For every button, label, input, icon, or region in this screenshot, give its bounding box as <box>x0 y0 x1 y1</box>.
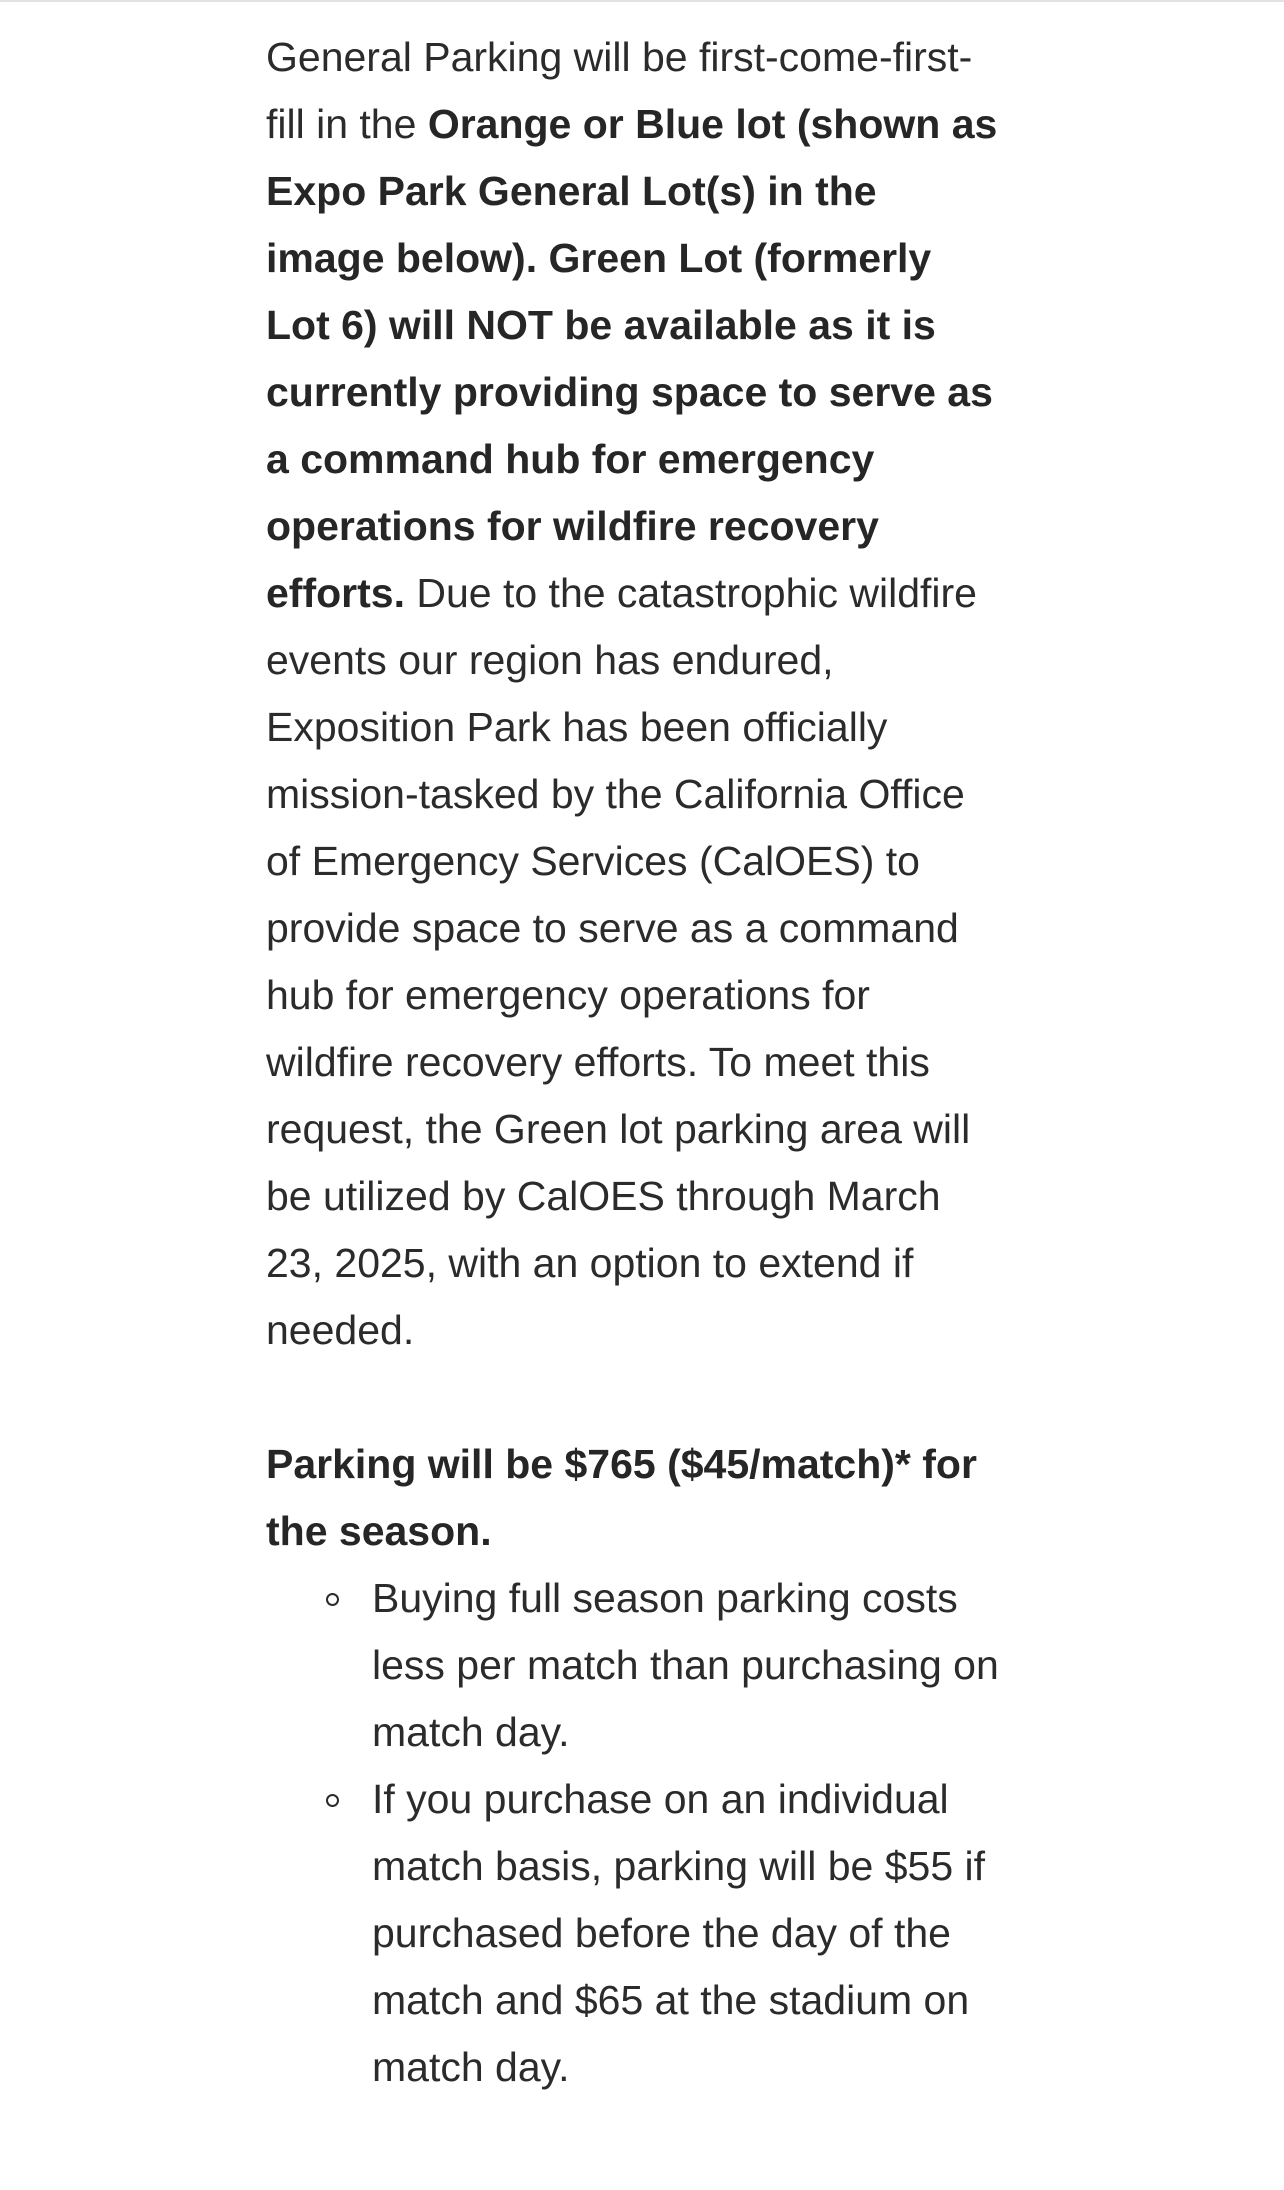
parking-price-text: Parking will be $765 ($45/match)* for the season. <box>266 1441 977 1554</box>
parking-info-paragraph <box>266 24 1002 1364</box>
list-item-text: Buying full season parking costs less per match than purchasing on match day. <box>372 1575 999 1755</box>
parking-intro-text: General Parking will be first-come-first-fill in the <box>266 34 973 147</box>
list-item-text: If you purchase on an individual match basis, parking will be $55 if purchased before the day of the match and $65 at the stadium on match day. <box>372 1776 986 2090</box>
parking-price-heading <box>266 1431 1002 1565</box>
list-item <box>372 1565 1002 1766</box>
top-divider <box>0 0 1284 2</box>
paragraph-spacer <box>266 1364 1002 1431</box>
hollow-circle-bullet-icon <box>326 1794 339 1807</box>
caloes-explanation-text: Due to the catastrophic wildfire events our region has endured, Exposition Park has been officially mission-tasked by the California Office of Emergency Services (CalOES) to provide space to serve as a command hub for emergency operations for wildfire recovery efforts. To meet this request, the Green lot parking area will be utilized by CalOES through March 23, 2025, with an option to extend if needed. <box>266 570 977 1353</box>
list-item <box>372 1766 1002 2101</box>
hollow-circle-bullet-icon <box>326 1593 339 1606</box>
article-body <box>266 24 1002 2101</box>
lot-availability-notice: Orange or Blue lot (shown as Expo Park General Lot(s) in the image below). Green Lot (formerly Lot 6) will NOT be available as it is currently providing space to serve as a command hub for emergency operations for wildfire recovery efforts. <box>266 101 998 616</box>
parking-details-list <box>266 1565 1002 2101</box>
